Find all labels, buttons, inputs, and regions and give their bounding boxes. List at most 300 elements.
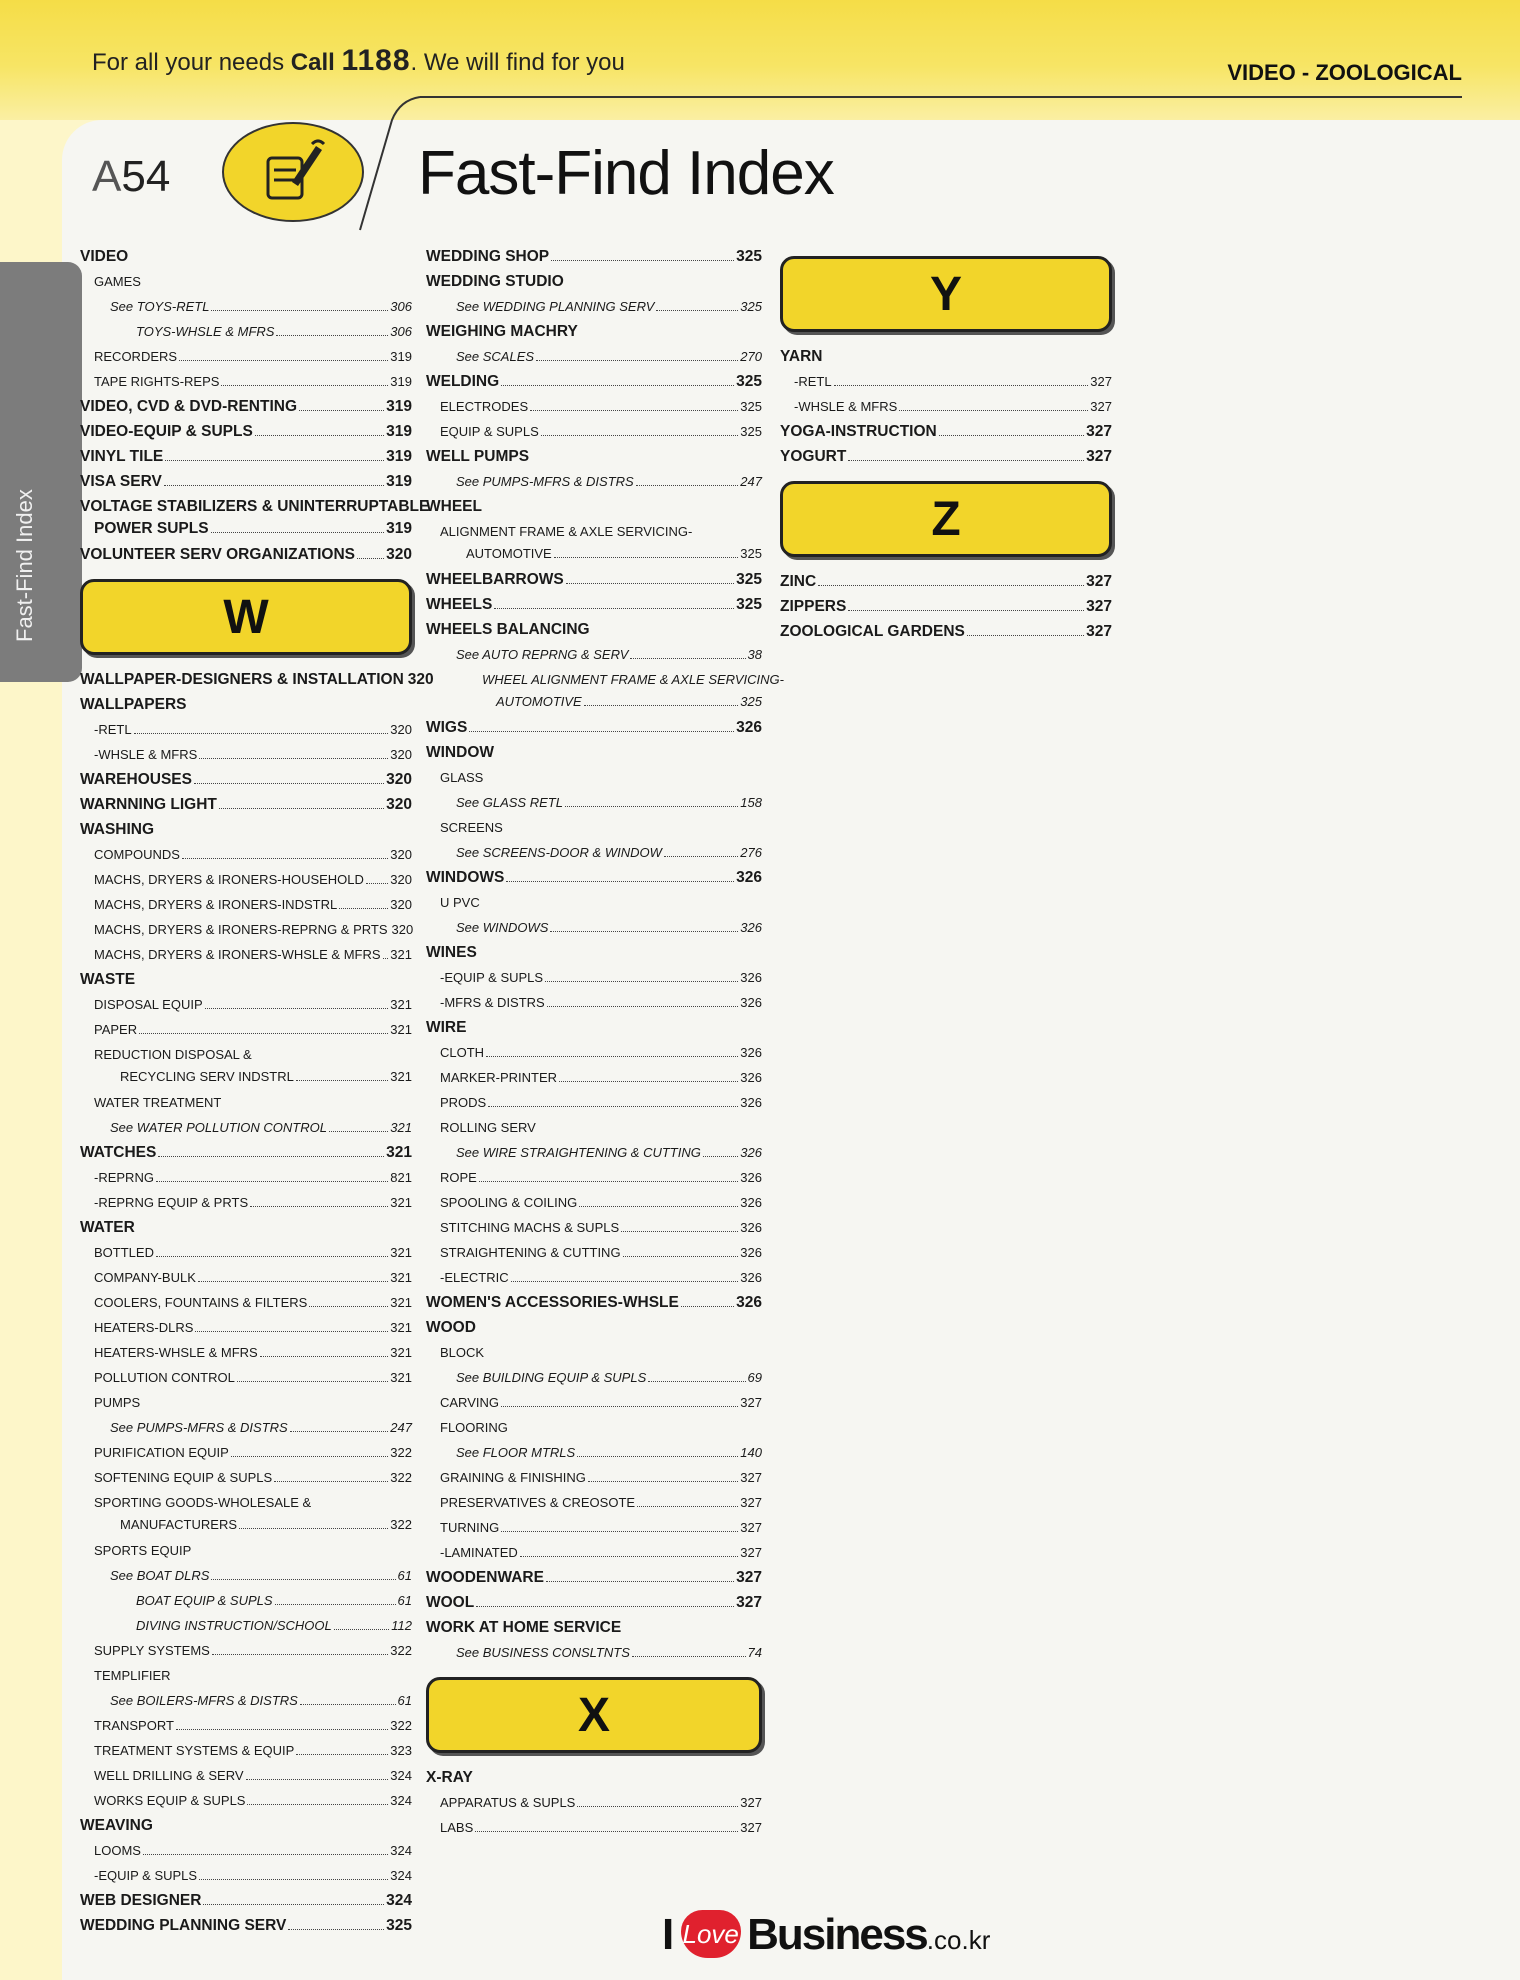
index-heading: [426, 867, 762, 892]
section-range: VIDEO - ZOOLOGICAL: [1227, 60, 1462, 85]
entry-label: WEDDING SHOP: [426, 248, 550, 265]
page-ref: 326: [740, 1170, 762, 1185]
index-heading: [80, 421, 412, 446]
leader-dots: [139, 1033, 388, 1034]
leader-dots: [475, 1831, 738, 1832]
index-entry: [426, 1267, 762, 1292]
page-ref: 319: [386, 448, 412, 465]
index-heading: [80, 819, 412, 844]
header-slash-line: [0, 0, 1520, 260]
page-ref: 327: [1086, 573, 1112, 590]
index-column-3: [780, 246, 1112, 646]
index-heading: [80, 246, 412, 271]
leader-dots: [588, 1481, 738, 1482]
leader-dots: [565, 806, 738, 807]
leader-dots: [211, 532, 385, 533]
letter-divider: Y: [780, 256, 1112, 332]
leader-dots: [300, 1704, 396, 1705]
leader-dots: [536, 360, 738, 361]
page-ref: 326: [740, 995, 762, 1010]
page-ref: 319: [390, 374, 412, 389]
index-entry: [426, 967, 762, 992]
page-ref: 324: [390, 1793, 412, 1808]
index-heading: [426, 1317, 762, 1342]
index-entry: [80, 1690, 412, 1715]
leader-dots: [623, 1256, 739, 1257]
index-entry: [80, 1044, 412, 1092]
entry-label: WHEELS: [426, 596, 493, 613]
leader-dots: [486, 1056, 738, 1057]
leader-dots: [630, 658, 745, 659]
index-heading: [80, 1217, 412, 1242]
entry-label: TOYS-WHSLE & MFRS: [136, 324, 275, 339]
entry-label: -REPRNG: [94, 1170, 154, 1185]
index-entry: [426, 1642, 762, 1667]
page-ref: 320: [407, 671, 434, 688]
entry-label: MACHS, DRYERS & IRONERS-INDSTRL: [94, 897, 338, 912]
index-entry: [80, 1467, 412, 1492]
entry-label: WINDOWS: [426, 869, 505, 886]
index-heading: [426, 271, 762, 296]
entry-label: WEDDING STUDIO: [426, 273, 564, 290]
entry-label: WELL DRILLING & SERV: [94, 1768, 244, 1783]
index-entry: [426, 992, 762, 1017]
index-entry: [426, 767, 762, 792]
entry-label: LABS: [440, 1820, 474, 1835]
letter-divider: X: [426, 1677, 762, 1753]
page-ref: 325: [740, 424, 762, 439]
page-ref: 325: [736, 571, 762, 588]
index-heading: [80, 1915, 412, 1940]
index-heading: [426, 942, 762, 967]
index-heading: [426, 1292, 762, 1317]
page-ref: 325: [736, 248, 762, 265]
entry-label: PAPER: [94, 1022, 138, 1037]
index-entry: [80, 1442, 412, 1467]
index-entry: [426, 471, 762, 496]
page-ref: 321: [390, 1320, 412, 1335]
index-heading: [80, 446, 412, 471]
index-heading: [426, 1017, 762, 1042]
entry-label: TEMPLIFIER: [94, 1668, 171, 1683]
page-ref: 325: [740, 299, 762, 314]
index-entry: [80, 1492, 412, 1540]
entry-label: SUPPLY SYSTEMS: [94, 1643, 210, 1658]
leader-dots: [246, 1779, 389, 1780]
leader-dots: [165, 460, 384, 461]
leader-dots: [501, 1406, 738, 1407]
index-heading: [426, 1767, 762, 1792]
tagline-number: 1188: [341, 44, 411, 77]
index-entry: [80, 994, 412, 1019]
page-ref: 321: [390, 1345, 412, 1360]
entry-label: See BUILDING EQUIP & SUPLS: [456, 1370, 647, 1385]
entry-label: WOMEN'S ACCESSORIES-WHSLE: [426, 1294, 679, 1311]
page-ref: 319: [386, 423, 412, 440]
entry-label: REDUCTION DISPOSAL &: [94, 1047, 252, 1062]
index-entry: [80, 1367, 412, 1392]
leader-dots: [967, 635, 1084, 636]
entry-label-continued: POWER SUPLS: [94, 520, 209, 537]
entry-label: DIVING INSTRUCTION/SCHOOL: [136, 1618, 332, 1633]
page-ref: 326: [740, 970, 762, 985]
entry-label: ZIPPERS: [780, 598, 847, 615]
entry-label: YARN: [780, 348, 823, 365]
entry-label: PRESERVATIVES & CREOSOTE: [440, 1495, 636, 1510]
entry-label: WATER: [80, 1219, 135, 1236]
page-ref: 322: [390, 1445, 412, 1460]
page-ref: 321: [390, 1069, 412, 1084]
index-entry: [80, 1242, 412, 1267]
leader-dots: [203, 1904, 384, 1905]
page-ref: 325: [740, 694, 762, 709]
entry-label: See BOAT DLRS: [110, 1568, 210, 1583]
index-entry: [80, 296, 412, 321]
index-heading: [80, 496, 430, 544]
index-heading: [780, 621, 1112, 646]
entry-label: WHEEL: [426, 498, 482, 515]
leader-dots: [530, 410, 738, 411]
entry-label: TAPE RIGHTS-REPS: [94, 374, 220, 389]
page-ref: 247: [390, 1420, 412, 1435]
index-heading: [780, 446, 1112, 471]
entry-label: BOAT EQUIP & SUPLS: [136, 1593, 273, 1608]
page-ref: 324: [390, 1843, 412, 1858]
entry-label: WOOL: [426, 1594, 475, 1611]
leader-dots: [296, 1754, 388, 1755]
page-ref: 326: [740, 1270, 762, 1285]
leader-dots: [250, 1206, 388, 1207]
page-ref: 327: [740, 1795, 762, 1810]
page-ref: 320: [386, 796, 412, 813]
page-ref: 247: [740, 474, 762, 489]
entry-label: See BUSINESS CONSLTNTS: [456, 1645, 630, 1660]
index-entry: [80, 919, 412, 944]
index-entry: [80, 1765, 412, 1790]
entry-label: -REPRNG EQUIP & PRTS: [94, 1195, 249, 1210]
entry-label: VINYL TILE: [80, 448, 164, 465]
index-heading: [80, 471, 412, 496]
page-ref: 327: [740, 1820, 762, 1835]
page-ref: 320: [386, 771, 412, 788]
entry-label: ZOOLOGICAL GARDENS: [780, 623, 965, 640]
index-heading: [780, 571, 1112, 596]
entry-label: VIDEO, CVD & DVD-RENTING: [80, 398, 298, 415]
leader-dots: [559, 1081, 738, 1082]
page-ref: 323: [390, 1743, 412, 1758]
index-entry: [80, 1292, 412, 1317]
index-entry: [426, 842, 762, 867]
leader-dots: [176, 1729, 388, 1730]
leader-dots: [636, 485, 739, 486]
entry-label: See GLASS RETL: [456, 795, 563, 810]
leader-dots: [334, 1629, 390, 1630]
page-title: Fast-Find Index: [418, 139, 834, 208]
index-heading: [80, 1815, 412, 1840]
index-heading: [426, 742, 762, 767]
entry-label: U PVC: [440, 895, 480, 910]
page-ref: 321: [390, 1022, 412, 1037]
entry-label: See WINDOWS: [456, 920, 549, 935]
leader-dots: [179, 360, 388, 361]
page-ref: 321: [390, 1370, 412, 1385]
page-ref: 326: [740, 1145, 762, 1160]
entry-label: COOLERS, FOUNTAINS & FILTERS: [94, 1295, 308, 1310]
entry-label: MACHS, DRYERS & IRONERS-REPRNG & PRTS: [94, 922, 388, 937]
leader-dots: [818, 585, 1084, 586]
entry-label: WHEELBARROWS: [426, 571, 564, 588]
leader-dots: [703, 1156, 738, 1157]
page-ref: 38: [747, 647, 762, 662]
page-ref: 320: [390, 747, 412, 762]
page-ref: 326: [740, 1095, 762, 1110]
entry-label: See PUMPS-MFRS & DISTRS: [456, 474, 634, 489]
page-ref: 321: [390, 1120, 412, 1135]
index-entry: [80, 271, 412, 296]
entry-label: STITCHING MACHS & SUPLS: [440, 1220, 620, 1235]
entry-label: See WIRE STRAIGHTENING & CUTTING: [456, 1145, 701, 1160]
entry-label: WINES: [426, 944, 477, 961]
entry-label: BLOCK: [440, 1345, 485, 1360]
index-heading: [80, 969, 412, 994]
entry-label: VOLTAGE STABILIZERS & UNINTERRUPTABLE: [80, 498, 430, 515]
index-entry: [80, 1590, 412, 1615]
leader-dots: [520, 1556, 739, 1557]
index-entry: [426, 1392, 762, 1417]
entry-label: WALLPAPERS: [80, 696, 187, 713]
entry-label-continued: RECYCLING SERV INDSTRL: [120, 1069, 294, 1084]
leader-dots: [134, 733, 389, 734]
page-ref: 324: [390, 1868, 412, 1883]
entry-label: WELDING: [426, 373, 500, 390]
index-entry: [80, 1715, 412, 1740]
leader-dots: [182, 858, 388, 859]
page-ref: 325: [736, 373, 762, 390]
entry-label: -MFRS & DISTRS: [440, 995, 545, 1010]
entry-label: GAMES: [94, 274, 141, 289]
page-ref: 69: [747, 1370, 762, 1385]
entry-label: VOLUNTEER SERV ORGANIZATIONS: [80, 546, 356, 563]
leader-dots: [309, 1306, 388, 1307]
index-entry: [426, 421, 762, 446]
index-heading: [426, 569, 762, 594]
leader-dots: [469, 731, 734, 732]
index-entry: [426, 1517, 762, 1542]
index-heading: [80, 769, 412, 794]
entry-label: -EQUIP & SUPLS: [94, 1868, 198, 1883]
index-entry: [426, 396, 762, 421]
leader-dots: [329, 1131, 388, 1132]
index-entry: [80, 1192, 412, 1217]
index-heading: [426, 496, 762, 521]
leader-dots: [579, 1206, 738, 1207]
leader-dots: [550, 931, 738, 932]
leader-dots: [511, 1281, 739, 1282]
leader-dots: [290, 1431, 389, 1432]
leader-dots: [546, 1581, 734, 1582]
index-entry: [426, 1117, 762, 1142]
leader-dots: [164, 485, 384, 486]
index-entry: [426, 1442, 762, 1467]
entry-label: -ELECTRIC: [440, 1270, 509, 1285]
entry-label: MARKER-PRINTER: [440, 1070, 558, 1085]
index-entry: [80, 1665, 412, 1690]
entry-label: WOOD: [426, 1319, 476, 1336]
index-heading: [80, 669, 434, 694]
index-heading: [780, 596, 1112, 621]
index-heading: [426, 1617, 762, 1642]
page-ref: 306: [390, 324, 412, 339]
index-entry: [426, 1142, 762, 1167]
index-entry: [426, 817, 762, 842]
letter-divider: W: [80, 579, 412, 655]
entry-label: WEB DESIGNER: [80, 1892, 202, 1909]
leader-dots: [848, 610, 1084, 611]
leader-dots: [143, 1854, 388, 1855]
leader-dots: [899, 410, 1088, 411]
index-entry: [80, 719, 412, 744]
entry-label: See AUTO REPRNG & SERV: [456, 647, 629, 662]
page-ref: 319: [390, 349, 412, 364]
entry-label: WORKS EQUIP & SUPLS: [94, 1793, 246, 1808]
index-entry: [80, 1167, 412, 1192]
index-entry: [426, 1417, 762, 1442]
index-heading: [80, 1890, 412, 1915]
entry-label: SPOOLING & COILING: [440, 1195, 578, 1210]
index-entry: [426, 644, 762, 669]
index-entry: [80, 1740, 412, 1765]
entry-label: MACHS, DRYERS & IRONERS-WHSLE & MFRS: [94, 947, 381, 962]
entry-label: GRAINING & FINISHING: [440, 1470, 586, 1485]
leader-dots: [221, 385, 388, 386]
leader-dots: [547, 1006, 739, 1007]
entry-label: WALLPAPER-DESIGNERS & INSTALLATION: [80, 671, 404, 688]
index-entry: [80, 944, 412, 969]
index-entry: [426, 1792, 762, 1817]
page-ref: 325: [386, 1917, 412, 1934]
leader-dots: [848, 460, 1084, 461]
page-ref: 326: [740, 920, 762, 935]
leader-dots: [656, 310, 738, 311]
tagline-text-end: . We will find for you: [410, 49, 625, 76]
index-entry: [426, 1192, 762, 1217]
index-entry: [426, 1092, 762, 1117]
index-heading: [426, 594, 762, 619]
entry-label: YOGA-INSTRUCTION: [780, 423, 937, 440]
page-ref: 326: [740, 1195, 762, 1210]
page-ref: 322: [390, 1517, 412, 1532]
entry-label: See SCREENS-DOOR & WINDOW: [456, 845, 662, 860]
leader-dots: [231, 1456, 388, 1457]
index-heading: [426, 619, 762, 644]
index-entry: [80, 1342, 412, 1367]
leader-dots: [275, 1604, 396, 1605]
leader-dots: [239, 1528, 388, 1529]
page-ref: 326: [740, 1045, 762, 1060]
entry-label-continued: AUTOMOTIVE: [496, 694, 582, 709]
footer-logo: [662, 1910, 990, 1960]
leader-dots: [156, 1256, 388, 1257]
index-entry: [80, 1865, 412, 1890]
entry-label: BOTTLED: [94, 1245, 154, 1260]
index-entry: [426, 892, 762, 917]
index-entry: [780, 371, 1112, 396]
entry-label: COMPOUNDS: [94, 847, 180, 862]
entry-label: STRAIGHTENING & CUTTING: [440, 1245, 621, 1260]
entry-label: TREATMENT SYSTEMS & EQUIP: [94, 1743, 295, 1758]
entry-label: WEIGHING MACHRY: [426, 323, 578, 340]
leader-dots: [664, 856, 738, 857]
entry-label: -LAMINATED: [440, 1545, 518, 1560]
entry-label: LOOMS: [94, 1843, 141, 1858]
index-entry: [426, 1242, 762, 1267]
entry-label: YOGURT: [780, 448, 847, 465]
entry-label: WELL PUMPS: [426, 448, 530, 465]
entry-label: PUMPS: [94, 1395, 141, 1410]
index-entry: [426, 296, 762, 321]
page-ref: 320: [390, 872, 412, 887]
entry-label-continued: MANUFACTURERS: [120, 1517, 238, 1532]
footer-logo-love: Love: [682, 1919, 739, 1949]
entry-label: WATCHES: [80, 1144, 157, 1161]
entry-label-continued: AUTOMOTIVE: [466, 546, 552, 561]
entry-label: X-RAY: [426, 1769, 473, 1786]
leader-dots: [366, 883, 388, 884]
page-ref: 327: [740, 1470, 762, 1485]
index-entry: [426, 1067, 762, 1092]
index-heading: [780, 421, 1112, 446]
leader-dots: [545, 981, 738, 982]
index-entry: [426, 346, 762, 371]
leader-dots: [199, 1879, 388, 1880]
entry-label: APPARATUS & SUPLS: [440, 1795, 576, 1810]
page-ref: 326: [740, 1070, 762, 1085]
entry-label: ALIGNMENT FRAME & AXLE SERVICING-: [440, 524, 693, 539]
entry-label: See SCALES: [456, 349, 535, 364]
footer-logo-business: Business: [747, 1910, 927, 1959]
leader-dots: [299, 410, 384, 411]
entry-label: VISA SERV: [80, 473, 162, 490]
notepad-pen-icon: [262, 138, 326, 204]
index-heading: [426, 371, 762, 396]
entry-label: See PUMPS-MFRS & DISTRS: [110, 1420, 288, 1435]
page-ref: 326: [740, 1245, 762, 1260]
page-ref: 320: [390, 722, 412, 737]
entry-label: SPORTING GOODS-WHOLESALE &: [94, 1495, 312, 1510]
page-ref: 140: [740, 1445, 762, 1460]
entry-label: WINDOW: [426, 744, 495, 761]
page-ref: 327: [1086, 448, 1112, 465]
entry-label: EQUIP & SUPLS: [440, 424, 539, 439]
page-ref: 322: [390, 1470, 412, 1485]
page-ref: 327: [1086, 623, 1112, 640]
leader-dots: [834, 385, 1089, 386]
page-ref: 327: [736, 1569, 762, 1586]
entry-label: WIRE: [426, 1019, 467, 1036]
page-ref: 325: [740, 546, 762, 561]
index-entry: [426, 1167, 762, 1192]
index-entry: [426, 1467, 762, 1492]
entry-label: SCREENS: [440, 820, 503, 835]
entry-label: SPORTS EQUIP: [94, 1543, 192, 1558]
page-ref: 321: [390, 1195, 412, 1210]
index-heading: [80, 694, 412, 719]
page-ref: 327: [1086, 598, 1112, 615]
entry-label: See FLOOR MTRLS: [456, 1445, 576, 1460]
index-entry: [426, 792, 762, 817]
page-ref: 324: [386, 1892, 412, 1909]
page-ref: 320: [386, 546, 412, 563]
